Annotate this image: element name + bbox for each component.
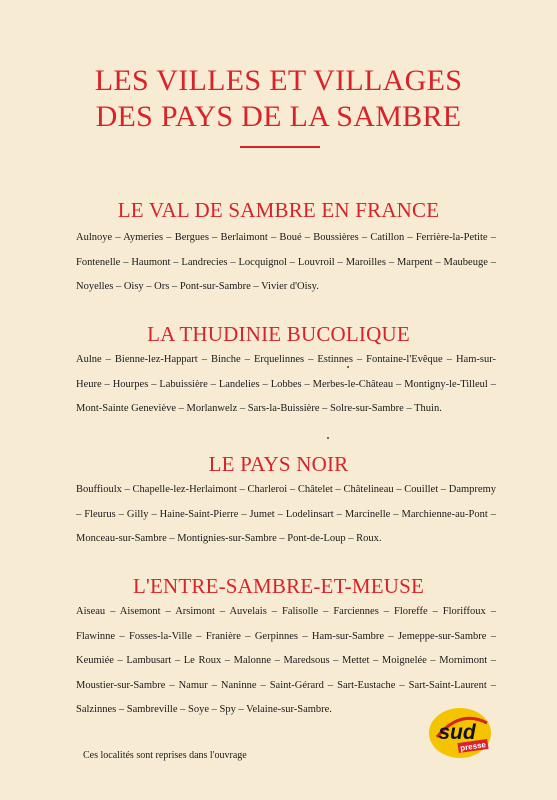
section-title-val-de-sambre: LE VAL DE SAMBRE EN FRANCE xyxy=(117,198,440,222)
footer-note: Ces localités sont reprises dans l'ouvrage xyxy=(83,750,247,761)
logo-sub-text: presse xyxy=(459,740,487,753)
section-title-entre-sambre-et-meuse: L'ENTRE-SAMBRE-ET-MEUSE xyxy=(132,574,425,598)
section-text-thudinie: Aulne – Bienne-lez-Happart – Binche – Erquelinnes – Estinnes – Fontaine-l'Evêque – Ham-sur-Heure – Hourpes – Labuissière – Landelies – Lobbes – Merbes-le-Château – Montigny-le-Tilleul – Mont-Sainte Geneviève – Morlanwelz – Sars-la-Buissière – Solre-sur-Sambre – Thuin. xyxy=(76,354,496,414)
section-title-thudinie: LA THUDINIE BUCOLIQUE xyxy=(147,322,410,346)
speck xyxy=(327,437,329,439)
section-text-entre-sambre-et-meuse: Aiseau – Aisemont – Arsimont – Auvelais – Falisolle – Farciennes – Floreffe – Floriffoux – Flawinne – Fosses-la-Ville – Franière – Gerpinnes – Ham-sur-Sambre – Jemeppe-sur-Sambre – Keumiée – Lambusart – Le Roux – Malonne – Maredsous – Mettet – Moignelée – Mornimont – Moustier-sur-Sambre – Namur – Naninne – Saint-Gérard – Sart-Eustache – Sart-Saint-Laurent – Salzinnes – Sambreville – Soye – Spy – Velaine-sur-Sambre. xyxy=(76,606,496,715)
logo-main-text: sud xyxy=(438,721,476,744)
section-text-pays-noir: Bouffioulx – Chapelle-lez-Herlaimont – Charleroi – Châtelet – Châtelineau – Couillet – Dampremy – Fleurus – Gilly – Haine-Saint-Pierre – Jumet – Lodelinsart – Marcinelle – Marchienne-au-Pont – Monceau-sur-Sambre – Montignies-sur-Sambre – Pont-de-Loup – Roux. xyxy=(76,484,496,544)
speck xyxy=(347,366,349,368)
title-divider xyxy=(240,146,320,148)
section-text-val-de-sambre: Aulnoye – Aymeries – Bergues – Berlaimont – Boué – Boussières – Catillon – Ferrière-la-Petite – Fontenelle – Haumont – Landrecies – Locquignol – Louvroil – Maroilles – Marpent – Maubeuge – Noyelles – Oisy – Ors – Pont-sur-Sambre – Vivier d'Oisy. xyxy=(76,232,496,292)
section-title-pays-noir: LE PAYS NOIR xyxy=(208,452,349,476)
main-title-line1: LES VILLES ET VILLAGES xyxy=(94,64,463,97)
main-title-line2: DES PAYS DE LA SAMBRE xyxy=(95,100,462,133)
sudpresse-logo xyxy=(427,703,493,759)
